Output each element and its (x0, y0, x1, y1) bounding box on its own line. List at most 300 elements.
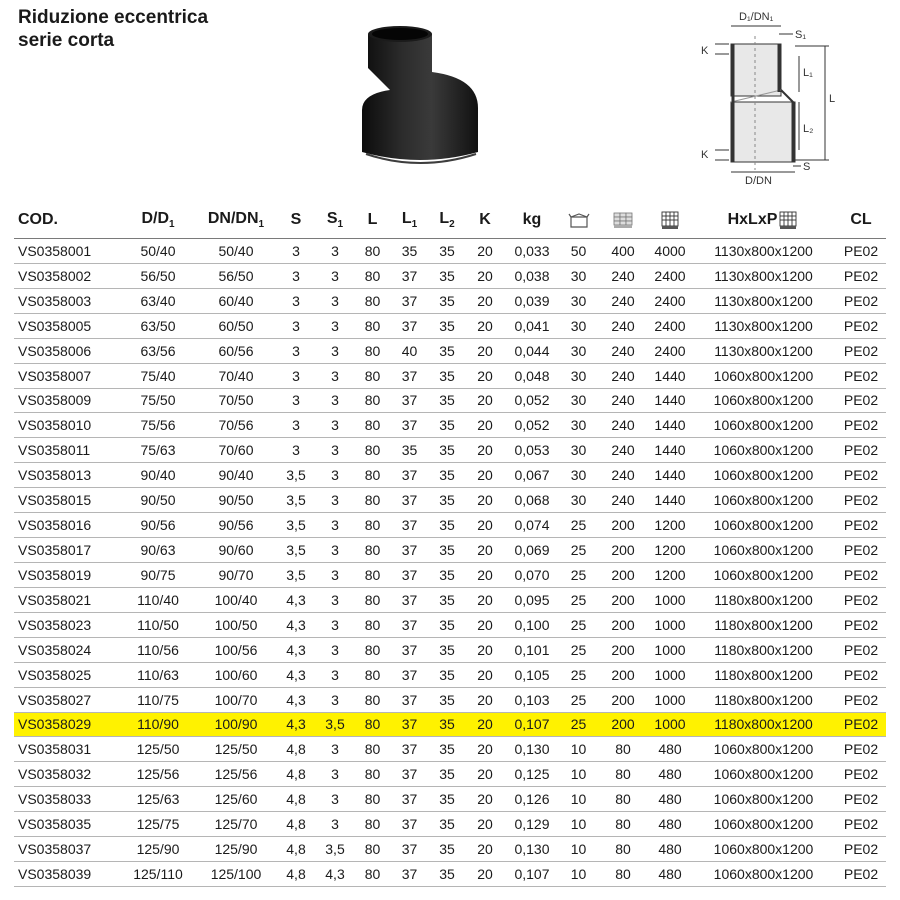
table-cell: 1060x800x1200 (691, 488, 836, 513)
table-cell: 3,5 (316, 712, 354, 737)
table-cell: 3 (316, 612, 354, 637)
product-code-cell: VS0358017 (14, 538, 120, 563)
table-cell: 20 (466, 787, 504, 812)
table-cell: 80 (597, 787, 649, 812)
table-cell: 3 (316, 513, 354, 538)
table-cell: 37 (391, 762, 428, 787)
table-cell: 240 (597, 338, 649, 363)
table-row (14, 662, 886, 687)
table-cell: 80 (354, 712, 391, 737)
table-row (14, 837, 886, 862)
product-code-cell: VS0358006 (14, 338, 120, 363)
table-cell: 0,101 (504, 637, 560, 662)
table-cell: 80 (354, 239, 391, 264)
table-cell: 35 (428, 413, 466, 438)
table-cell: 480 (649, 837, 691, 862)
table-cell: 125/70 (196, 812, 276, 837)
table-cell: 30 (560, 288, 597, 313)
table-cell: 1440 (649, 363, 691, 388)
table-cell: 1130x800x1200 (691, 313, 836, 338)
table-cell: 20 (466, 363, 504, 388)
table-cell: 37 (391, 587, 428, 612)
table-cell: 2400 (649, 263, 691, 288)
table-cell: 3,5 (276, 463, 316, 488)
table-cell: 2400 (649, 338, 691, 363)
table-cell: 35 (428, 712, 466, 737)
table-cell: PE02 (836, 812, 886, 837)
table-cell: 480 (649, 787, 691, 812)
column-header-label: K (479, 211, 491, 228)
table-cell: 35 (428, 762, 466, 787)
table-cell: 37 (391, 463, 428, 488)
column-header-label: DN/DN (207, 209, 259, 227)
table-cell: 80 (354, 662, 391, 687)
table-cell: 4,8 (276, 862, 316, 887)
product-photo (350, 22, 490, 172)
table-cell: 1000 (649, 587, 691, 612)
table-cell: 37 (391, 413, 428, 438)
table-cell: 20 (466, 687, 504, 712)
table-row (14, 338, 886, 363)
table-cell: 20 (466, 313, 504, 338)
table-cell: 1440 (649, 488, 691, 513)
table-cell: 125/75 (120, 812, 196, 837)
table-cell: 70/40 (196, 363, 276, 388)
table-cell: 37 (391, 313, 428, 338)
table-cell: 1130x800x1200 (691, 263, 836, 288)
table-cell: PE02 (836, 288, 886, 313)
product-code-cell: VS0358011 (14, 438, 120, 463)
table-cell: 37 (391, 612, 428, 637)
table-cell: PE02 (836, 862, 886, 887)
diagram-label-bottom: D/DN (745, 175, 772, 187)
table-cell: 4,3 (276, 612, 316, 637)
table-cell: 1440 (649, 413, 691, 438)
table-cell: 3 (316, 762, 354, 787)
table-cell: 110/63 (120, 662, 196, 687)
table-cell: 25 (560, 687, 597, 712)
table-cell: 240 (597, 363, 649, 388)
table-cell: 1060x800x1200 (691, 812, 836, 837)
table-cell: 110/75 (120, 687, 196, 712)
table-cell: 80 (354, 413, 391, 438)
pallet-icon (777, 210, 799, 230)
table-cell: PE02 (836, 587, 886, 612)
table-cell: 0,070 (504, 562, 560, 587)
table-cell: 1440 (649, 388, 691, 413)
table-cell: PE02 (836, 413, 886, 438)
table-cell: 1000 (649, 662, 691, 687)
table-cell: 1180x800x1200 (691, 662, 836, 687)
column-header-label: L (367, 211, 378, 228)
table-cell: 1130x800x1200 (691, 338, 836, 363)
table-cell: 125/56 (196, 762, 276, 787)
table-cell: 1180x800x1200 (691, 587, 836, 612)
table-cell: 1060x800x1200 (691, 862, 836, 887)
table-cell: 63/56 (120, 338, 196, 363)
table-cell: 20 (466, 463, 504, 488)
product-code-cell: VS0358035 (14, 812, 120, 837)
column-header-subscript: 1 (337, 219, 344, 231)
table-cell: 4,3 (316, 862, 354, 887)
table-row (14, 488, 886, 513)
table-cell: 0,107 (504, 862, 560, 887)
table-cell: 3 (316, 363, 354, 388)
product-code-cell: VS0358010 (14, 413, 120, 438)
table-cell: 30 (560, 313, 597, 338)
table-cell: 100/70 (196, 687, 276, 712)
table-cell: 30 (560, 388, 597, 413)
table-cell: 1060x800x1200 (691, 413, 836, 438)
table-cell: 20 (466, 413, 504, 438)
table-cell: 30 (560, 438, 597, 463)
table-cell: PE02 (836, 762, 886, 787)
table-cell: 75/40 (120, 363, 196, 388)
table-cell: 3 (276, 438, 316, 463)
table-cell: 80 (354, 513, 391, 538)
product-code-cell: VS0358003 (14, 288, 120, 313)
table-cell: 100/40 (196, 587, 276, 612)
table-cell: 240 (597, 388, 649, 413)
table-cell: 480 (649, 762, 691, 787)
product-code-cell: VS0358002 (14, 263, 120, 288)
table-cell: 20 (466, 288, 504, 313)
table-cell: 80 (597, 737, 649, 762)
technical-drawing (695, 2, 845, 187)
table-cell: 1180x800x1200 (691, 687, 836, 712)
table-cell: 100/90 (196, 712, 276, 737)
table-cell: 90/75 (120, 562, 196, 587)
diagram-label-s: S (803, 161, 811, 173)
table-cell: 60/50 (196, 313, 276, 338)
table-cell: 3 (316, 538, 354, 563)
column-header (354, 202, 391, 239)
table-cell: PE02 (836, 338, 886, 363)
table-cell: 0,048 (504, 363, 560, 388)
table-cell: PE02 (836, 438, 886, 463)
table-cell: 3 (316, 263, 354, 288)
table-cell: 1200 (649, 513, 691, 538)
table-cell: 125/56 (120, 762, 196, 787)
layer-icon (612, 210, 634, 230)
table-row (14, 239, 886, 264)
table-cell: 4,8 (276, 837, 316, 862)
table-cell: 50 (560, 239, 597, 264)
column-header-label: HxLxP (727, 211, 778, 229)
table-cell: 0,129 (504, 812, 560, 837)
table-cell: 20 (466, 239, 504, 264)
table-cell: 35 (428, 463, 466, 488)
table-cell: 20 (466, 388, 504, 413)
table-row (14, 562, 886, 587)
product-code-cell: VS0358025 (14, 662, 120, 687)
table-header-row (14, 202, 886, 239)
table-cell: 4,8 (276, 787, 316, 812)
table-cell: 20 (466, 762, 504, 787)
table-row (14, 587, 886, 612)
table-cell: 480 (649, 862, 691, 887)
table-cell: 10 (560, 737, 597, 762)
column-header-subscript: 1 (258, 219, 265, 231)
table-cell: 80 (597, 837, 649, 862)
table-cell: 1180x800x1200 (691, 637, 836, 662)
table-cell: 20 (466, 637, 504, 662)
product-title (18, 6, 208, 52)
table-cell: 3 (316, 313, 354, 338)
table-cell: 3 (316, 787, 354, 812)
product-code-cell: VS0358005 (14, 313, 120, 338)
column-header (391, 202, 428, 239)
table-cell: 80 (597, 862, 649, 887)
table-cell: 240 (597, 413, 649, 438)
table-cell: 37 (391, 363, 428, 388)
column-header (14, 202, 120, 239)
table-cell: 80 (354, 338, 391, 363)
product-code-cell: VS0358015 (14, 488, 120, 513)
product-code-cell: VS0358029 (14, 712, 120, 737)
table-cell: 3 (316, 488, 354, 513)
table-cell: 90/63 (120, 538, 196, 563)
table-cell: 10 (560, 762, 597, 787)
table-row (14, 687, 886, 712)
product-code-cell: VS0358009 (14, 388, 120, 413)
table-cell: 37 (391, 513, 428, 538)
table-cell: 100/50 (196, 612, 276, 637)
table-row (14, 637, 886, 662)
table-cell: 37 (391, 263, 428, 288)
table-cell: PE02 (836, 313, 886, 338)
table-cell: 100/60 (196, 662, 276, 687)
table-cell: 80 (354, 388, 391, 413)
table-cell: 4,3 (276, 587, 316, 612)
column-header-label: CL (850, 211, 872, 228)
table-cell: 1180x800x1200 (691, 612, 836, 637)
table-cell: 30 (560, 338, 597, 363)
table-cell: 35 (428, 837, 466, 862)
table-cell: 0,074 (504, 513, 560, 538)
box-icon (568, 210, 590, 230)
table-cell: 75/56 (120, 413, 196, 438)
table-cell: 125/60 (196, 787, 276, 812)
table-cell: 90/56 (196, 513, 276, 538)
table-cell: 25 (560, 538, 597, 563)
table-cell: 80 (354, 737, 391, 762)
table-cell: 80 (354, 288, 391, 313)
table-cell: 63/50 (120, 313, 196, 338)
product-code-cell: VS0358031 (14, 737, 120, 762)
diagram-label-k-bottom: K (701, 149, 709, 161)
table-cell: 30 (560, 463, 597, 488)
table-cell: 80 (354, 538, 391, 563)
product-code-cell: VS0358039 (14, 862, 120, 887)
table-cell: 4,3 (276, 712, 316, 737)
table-cell: 20 (466, 737, 504, 762)
table-cell: 1060x800x1200 (691, 388, 836, 413)
table-cell: 70/50 (196, 388, 276, 413)
table-cell: 35 (428, 737, 466, 762)
table-cell: PE02 (836, 388, 886, 413)
table-cell: PE02 (836, 463, 886, 488)
table-cell: 40 (391, 338, 428, 363)
table-row (14, 388, 886, 413)
table-cell: 20 (466, 562, 504, 587)
table-cell: 200 (597, 662, 649, 687)
table-cell: 80 (354, 612, 391, 637)
table-cell: 480 (649, 737, 691, 762)
table-cell: 25 (560, 562, 597, 587)
table-cell: 3,5 (316, 837, 354, 862)
table-cell: 35 (428, 239, 466, 264)
table-cell: 35 (428, 338, 466, 363)
table-cell: 35 (428, 562, 466, 587)
table-cell: 35 (428, 612, 466, 637)
table-cell: 70/56 (196, 413, 276, 438)
column-header (466, 202, 504, 239)
table-row (14, 463, 886, 488)
table-cell: 37 (391, 538, 428, 563)
table-row (14, 313, 886, 338)
table-cell: 125/63 (120, 787, 196, 812)
table-cell: 35 (428, 513, 466, 538)
diagram-label-l: L (829, 93, 836, 105)
table-row (14, 812, 886, 837)
table-cell: 0,125 (504, 762, 560, 787)
table-cell: 35 (428, 787, 466, 812)
table-row (14, 737, 886, 762)
table-cell: 35 (428, 313, 466, 338)
table-cell: 0,100 (504, 612, 560, 637)
product-code-cell: VS0358037 (14, 837, 120, 862)
table-cell: 125/100 (196, 862, 276, 887)
table-cell: 3 (316, 737, 354, 762)
table-cell: 35 (428, 538, 466, 563)
diagram-label-s1: S₁ (795, 29, 807, 41)
table-cell: 0,130 (504, 837, 560, 862)
table-cell: 35 (428, 687, 466, 712)
table-cell: 80 (354, 488, 391, 513)
table-cell: 1440 (649, 438, 691, 463)
table-cell: 90/40 (196, 463, 276, 488)
table-cell: 110/50 (120, 612, 196, 637)
table-cell: 3 (316, 687, 354, 712)
table-cell: 200 (597, 538, 649, 563)
table-cell: 200 (597, 712, 649, 737)
table-cell: PE02 (836, 612, 886, 637)
title-line-2: serie corta (18, 30, 115, 51)
table-cell: 240 (597, 288, 649, 313)
product-code-cell: VS0358021 (14, 587, 120, 612)
table-cell: 35 (428, 363, 466, 388)
table-cell: 240 (597, 463, 649, 488)
table-cell: 1060x800x1200 (691, 463, 836, 488)
table-cell: 1440 (649, 463, 691, 488)
table-cell: 37 (391, 488, 428, 513)
product-code-cell: VS0358016 (14, 513, 120, 538)
table-cell: PE02 (836, 488, 886, 513)
table-row (14, 513, 886, 538)
column-header-label: L (439, 209, 450, 227)
table-row (14, 762, 886, 787)
table-cell: PE02 (836, 737, 886, 762)
column-header-label: S (326, 209, 338, 227)
table-cell: 1200 (649, 538, 691, 563)
table-cell: 1200 (649, 562, 691, 587)
table-cell: 25 (560, 662, 597, 687)
table-cell: 70/60 (196, 438, 276, 463)
column-header (316, 202, 354, 239)
table-row (14, 538, 886, 563)
table-cell: 37 (391, 637, 428, 662)
table-cell: 1060x800x1200 (691, 562, 836, 587)
table-cell: 90/60 (196, 538, 276, 563)
product-code-cell: VS0358024 (14, 637, 120, 662)
table-cell: 35 (428, 388, 466, 413)
table-cell: 35 (428, 438, 466, 463)
product-code-cell: VS0358001 (14, 239, 120, 264)
table-cell: 80 (597, 812, 649, 837)
table-cell: 37 (391, 562, 428, 587)
table-cell: 3 (276, 338, 316, 363)
table-cell: 240 (597, 263, 649, 288)
table-cell: 1060x800x1200 (691, 538, 836, 563)
table-cell: 60/56 (196, 338, 276, 363)
table-cell: 37 (391, 712, 428, 737)
table-cell: 10 (560, 837, 597, 862)
table-cell: 20 (466, 837, 504, 862)
table-cell: 0,126 (504, 787, 560, 812)
table-cell: 125/110 (120, 862, 196, 887)
table-cell: 10 (560, 812, 597, 837)
table-cell: 0,052 (504, 413, 560, 438)
table-cell: 4,8 (276, 812, 316, 837)
diagram-label-k-top: K (701, 45, 709, 57)
table-cell: 80 (354, 463, 391, 488)
table-cell: 80 (354, 787, 391, 812)
table-cell: 35 (428, 637, 466, 662)
table-cell: 1060x800x1200 (691, 737, 836, 762)
table-row (14, 438, 886, 463)
table-cell: 20 (466, 612, 504, 637)
table-cell: 35 (428, 587, 466, 612)
table-cell: 1000 (649, 612, 691, 637)
table-row (14, 288, 886, 313)
table-cell: 25 (560, 637, 597, 662)
table-cell: 0,103 (504, 687, 560, 712)
table-cell: 110/40 (120, 587, 196, 612)
table-cell: PE02 (836, 538, 886, 563)
table-cell: 3 (316, 438, 354, 463)
table-cell: 37 (391, 662, 428, 687)
table-cell: 3 (276, 239, 316, 264)
table-body (14, 239, 886, 887)
table-cell: 3 (276, 263, 316, 288)
table-cell: 3,5 (276, 562, 316, 587)
table-cell: 3 (316, 662, 354, 687)
table-cell: 125/50 (196, 737, 276, 762)
table-cell: 25 (560, 612, 597, 637)
diagram-label-top: D₁/DN₁ (739, 11, 774, 23)
table-cell: 60/40 (196, 288, 276, 313)
table-cell: 80 (354, 438, 391, 463)
table-cell: 80 (354, 837, 391, 862)
table-cell: 0,130 (504, 737, 560, 762)
table-cell: PE02 (836, 239, 886, 264)
table-cell: 25 (560, 513, 597, 538)
table-cell: PE02 (836, 837, 886, 862)
title-line-1: Riduzione eccentrica (18, 7, 209, 28)
table-cell: 35 (428, 862, 466, 887)
table-cell: 37 (391, 288, 428, 313)
